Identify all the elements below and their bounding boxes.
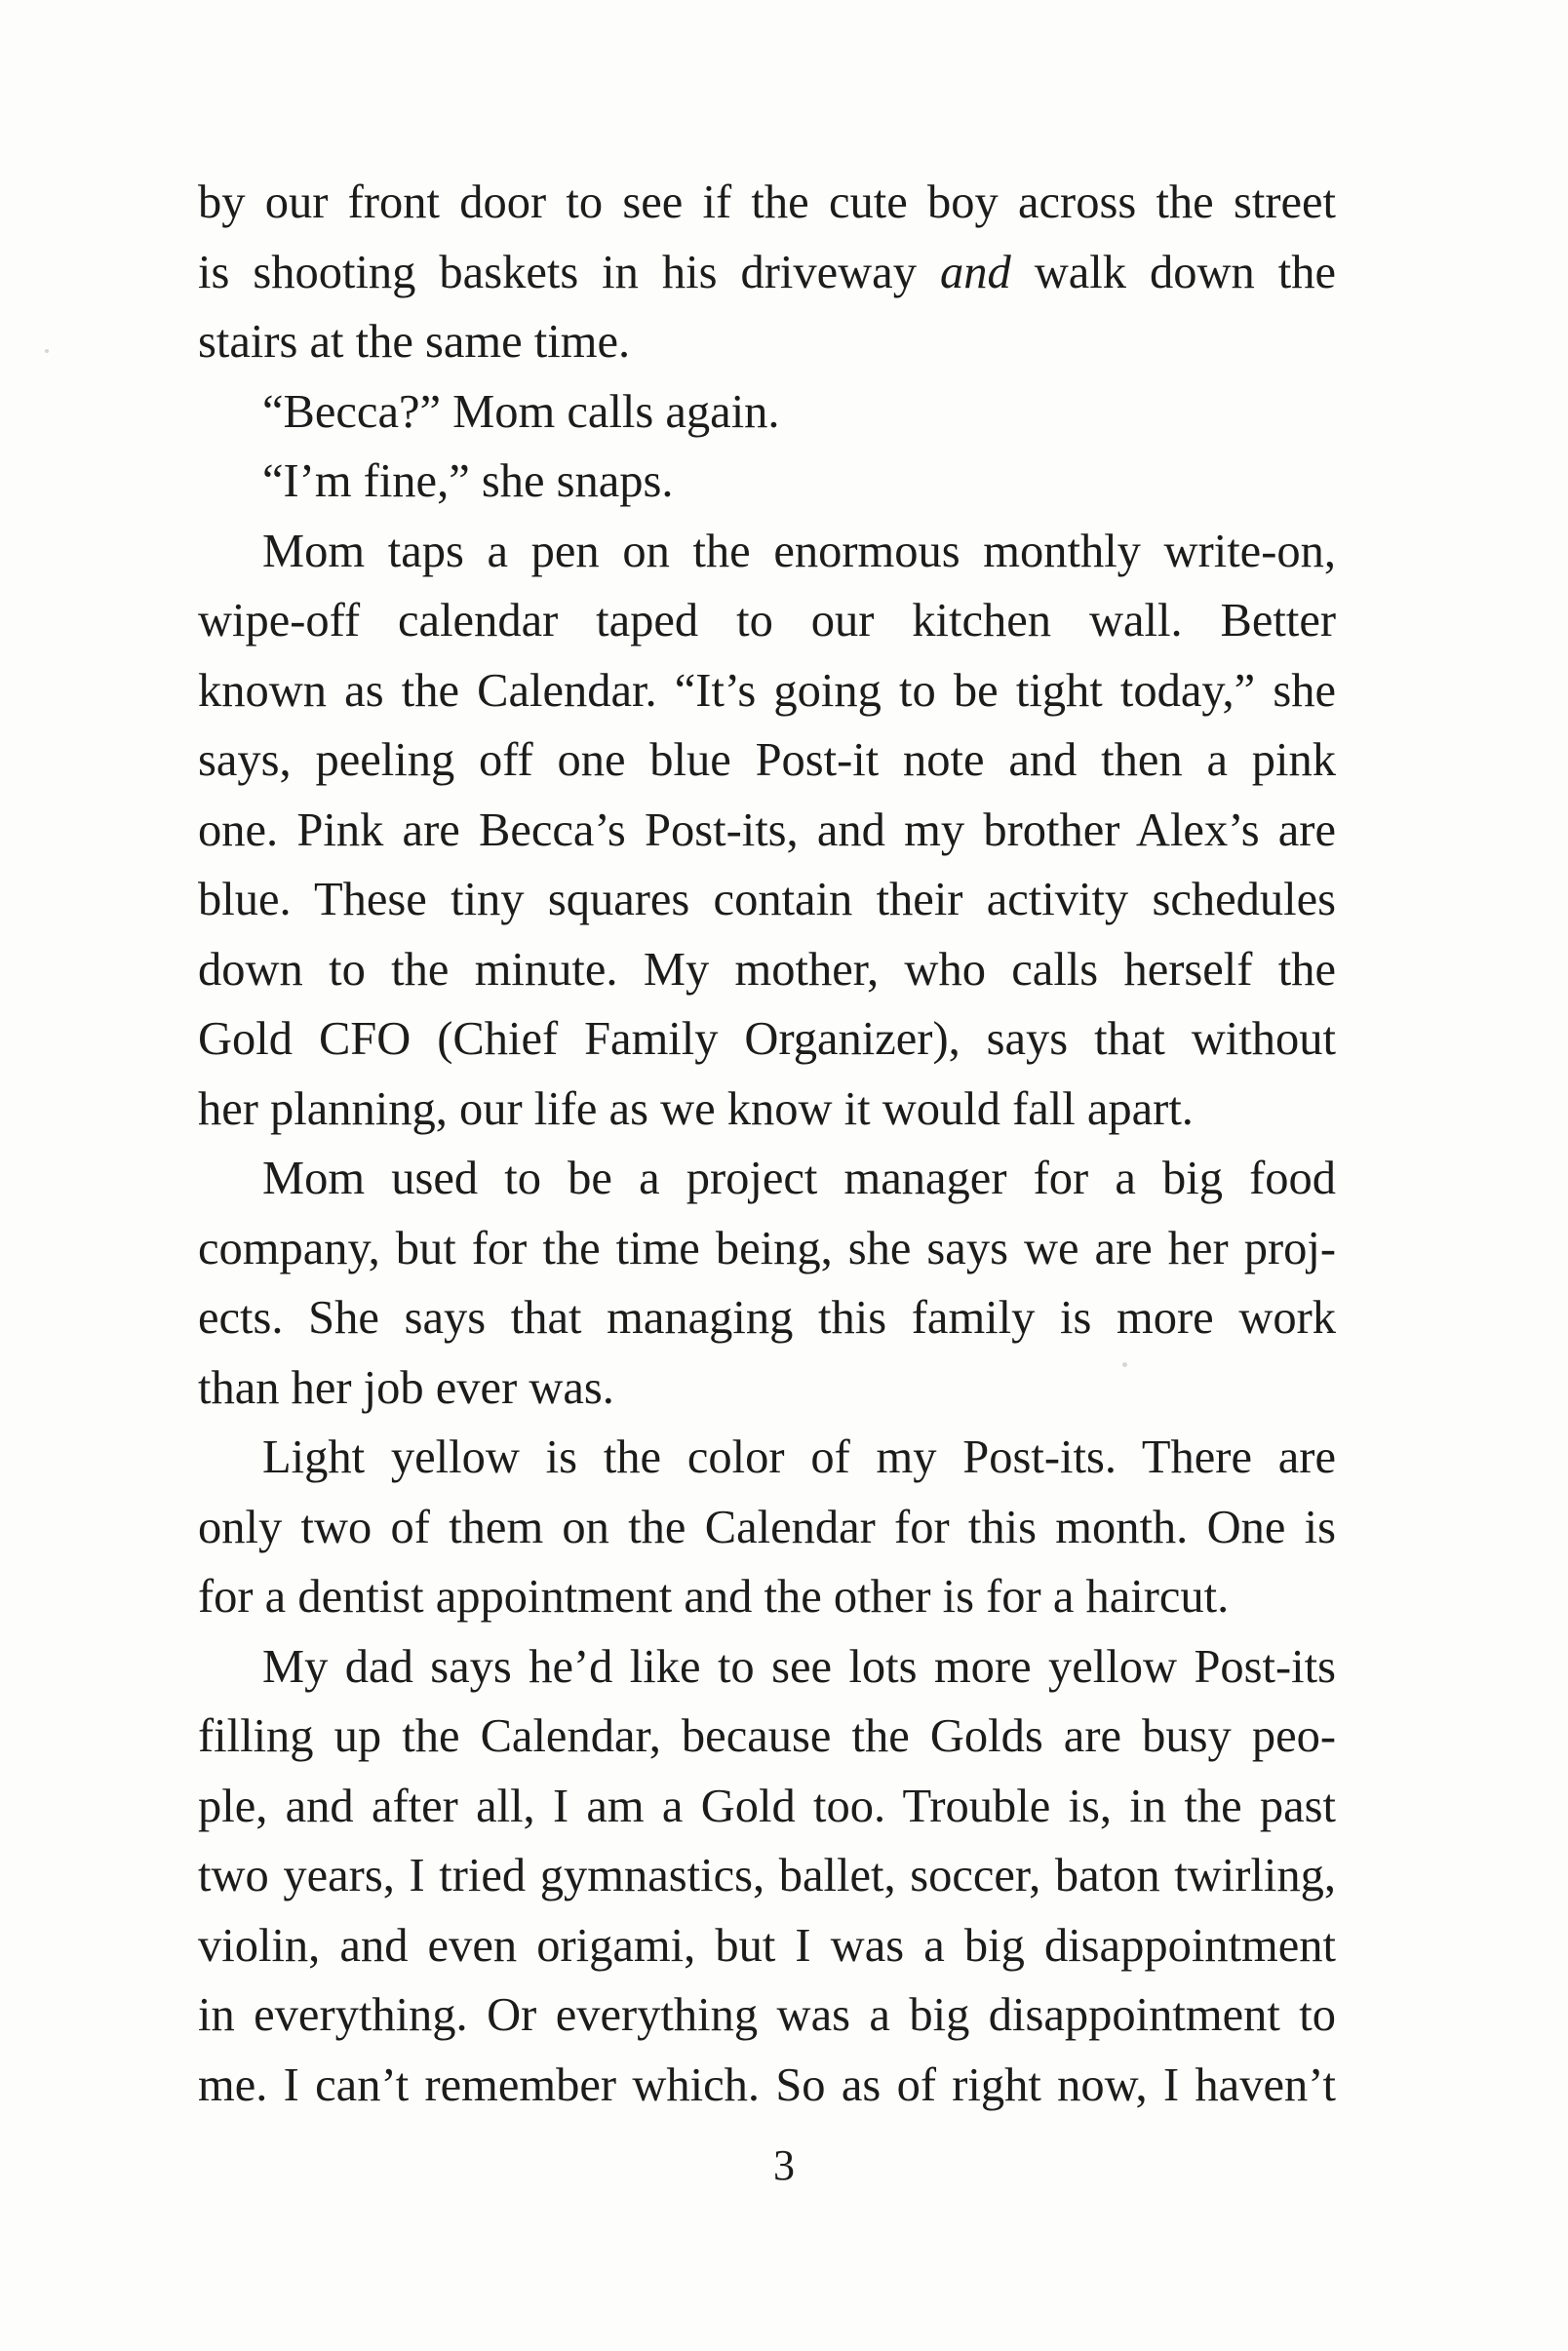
text-line-content: one. Pink are Becca’s Post-its, and my brother Alex’s are [198,803,1336,856]
page-number: 3 [773,2141,795,2189]
text-line [198,1702,1336,1772]
text-line-content: for a dentist appointment and the other is for a haircut. [198,1571,1230,1623]
text-line-content: only two of them on the Calendar for this month. One is [198,1501,1336,1553]
text-line [198,1493,1336,1563]
text-line [198,1632,1336,1703]
italic-word: and [939,246,1011,298]
text-line [198,447,1336,517]
text-line [198,586,1336,656]
text-line-content: two years, I tried gymnastics, ballet, soccer, baton twirling, [198,1850,1336,1901]
text-line-content: says, peeling off one blue Post-it note and then a pink [198,734,1336,786]
text-line-content: wipe-off calendar taped to our kitchen wall. Better [198,595,1336,647]
text-line-continuation: walk down the [1010,246,1336,298]
text-line [198,1283,1336,1353]
text-line-content: stairs at the same time. [198,316,631,368]
text-line [198,1004,1336,1075]
text-line [198,1075,1336,1145]
text-line-content: company, but for the time being, she says we are her proj- [198,1222,1336,1274]
text-line [198,1144,1336,1214]
text-line [198,1423,1336,1493]
text-line-content: than her job ever was. [198,1361,614,1414]
text-line-content: blue. These tiny squares contain their activity schedules [198,874,1336,925]
text-line [198,935,1336,1005]
text-line [198,796,1336,866]
text-line [198,238,1336,308]
text-line-content: Mom taps a pen on the enormous monthly write-on, [262,525,1336,577]
text-line [198,1980,1336,2051]
text-line [198,725,1336,796]
text-line-content: My dad says he’d like to see lots more yellow Post-its [262,1640,1336,1693]
text-line [198,1562,1336,1632]
text-line-content: her planning, our life as we know it would fall apart. [198,1082,1194,1135]
text-line-content: “Becca?” Mom calls again. [262,385,780,438]
text-line-content: Mom used to be a project manager for a big food [262,1153,1336,1204]
text-line-content: me. I can’t remember which. So as of right now, I haven’t [198,2058,1336,2111]
text-line [198,1353,1336,1424]
text-line-content: Light yellow is the color of my Post-its. There are [262,1431,1336,1483]
scan-smudge [45,349,49,353]
text-line-content: ects. She says that managing this family is more work [198,1292,1336,1344]
text-line-content: filling up the Calendar, because the Golds are busy peo- [198,1710,1336,1762]
text-line-content: by our front door to see if the cute boy across the street [198,176,1336,228]
text-line [198,377,1336,448]
text-line [198,307,1336,377]
text-line-content: down to the minute. My mother, who calls herself the [198,943,1336,996]
text-line [198,656,1336,726]
text-line [198,1772,1336,1842]
body-text [198,168,1336,2120]
text-line-content: ple, and after all, I am a Gold too. Trouble is, in the past [198,1780,1336,1832]
text-line [198,1841,1336,1911]
text-line [198,517,1336,587]
text-line-content: “I’m fine,” she snaps. [262,455,674,507]
text-line-content: known as the Calendar. “It’s going to be tight today,” she [198,664,1336,717]
scan-smudge [1122,1362,1127,1367]
text-line [198,2051,1336,2121]
text-line-content: in everything. Or everything was a big disappointment to [198,1989,1336,2041]
text-line [198,865,1336,935]
text-line-content: violin, and even origami, but I was a big disappointment [198,1919,1336,1972]
text-line-content: is shooting baskets in his driveway [198,246,917,298]
text-line-content: Gold CFO (Chief Family Organizer), says that without [198,1013,1336,1065]
text-line [198,1911,1336,1981]
text-line [198,1214,1336,1284]
text-line [198,168,1336,238]
